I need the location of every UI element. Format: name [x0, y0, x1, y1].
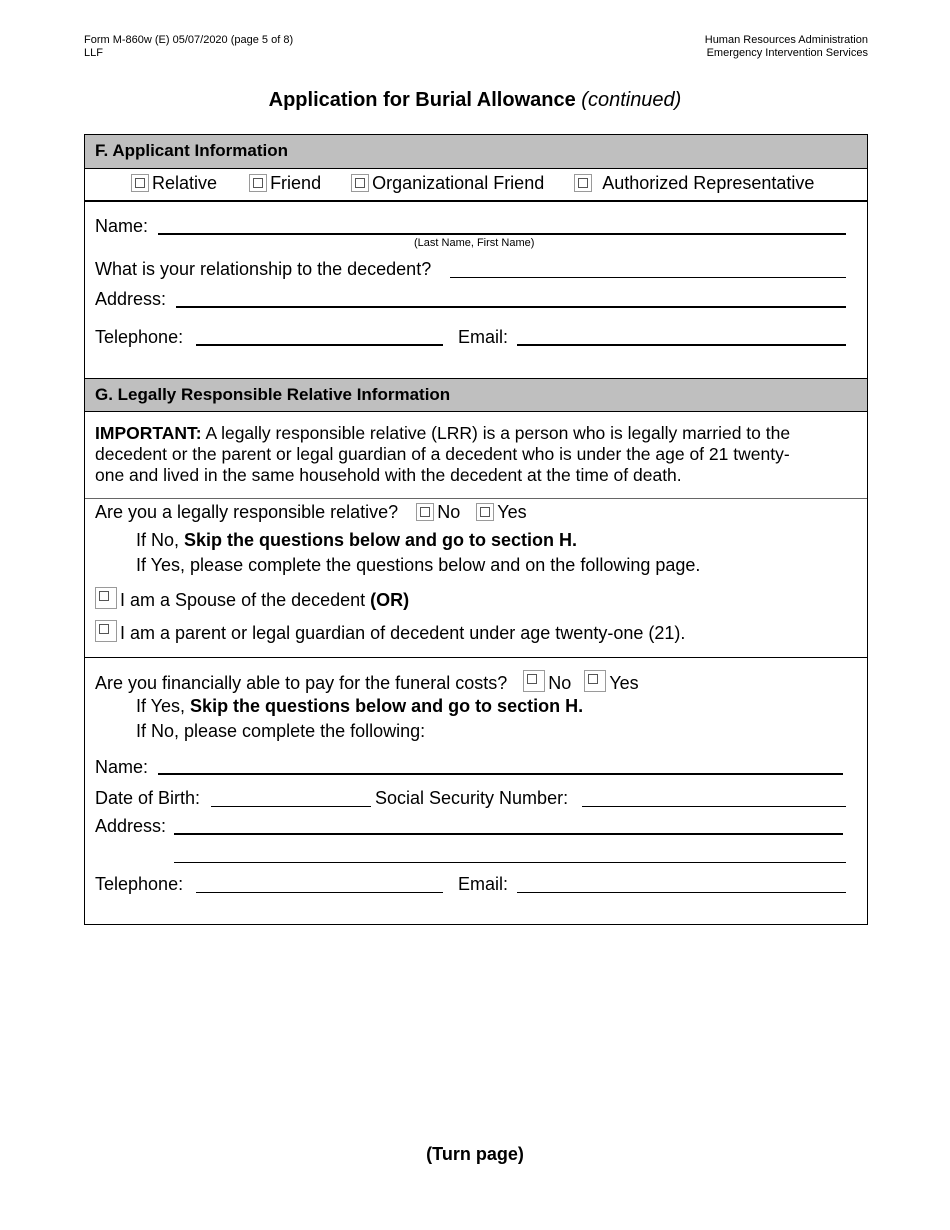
- lrr-no-checkbox[interactable]: [416, 503, 434, 521]
- parent-checkbox[interactable]: [95, 620, 117, 642]
- lrr-address-label: Address:: [95, 816, 167, 836]
- option-friend-label: Friend: [270, 173, 322, 193]
- agency-header: [705, 34, 868, 60]
- option-relative-label: Relative: [152, 173, 218, 193]
- relationship-label: What is your relationship to the decedent?: [95, 259, 432, 279]
- form-number: Form M-860w (E) 05/07/2020 (page 5 of 8): [84, 34, 294, 46]
- financial-question: Are you financially able to pay for the funeral costs?: [95, 673, 508, 693]
- parent-option[interactable]: [95, 620, 685, 644]
- divider: [85, 498, 867, 499]
- financial-yes-label: Yes: [609, 673, 639, 693]
- form-code: LLF: [84, 47, 103, 59]
- applicant-address-label: Address:: [95, 289, 167, 309]
- financial-if-yes-instruction: [136, 696, 583, 717]
- option-authorized-representative-label: Authorized Representative: [602, 173, 815, 193]
- parent-label: I am a parent or legal guardian of decedent under age twenty-one (21).: [120, 623, 686, 643]
- spouse-option[interactable]: [95, 587, 409, 611]
- lrr-ssn-label: Social Security Number:: [375, 788, 569, 808]
- applicant-address-field[interactable]: [176, 306, 846, 308]
- lrr-yes-label: Yes: [497, 502, 527, 522]
- lrr-yes-checkbox[interactable]: [476, 503, 494, 521]
- division-name: Emergency Intervention Services: [706, 47, 868, 59]
- applicant-name-field[interactable]: [158, 233, 846, 235]
- form-frame: [84, 134, 868, 925]
- important-text-3: one and lived in the same household with the decedent at the time of death.: [95, 465, 682, 485]
- applicant-name-hint: (Last Name, First Name): [414, 237, 535, 249]
- lrr-name-field[interactable]: [158, 773, 843, 775]
- lrr-telephone-label: Telephone:: [95, 874, 184, 894]
- lrr-email-field[interactable]: [517, 892, 846, 893]
- option-organizational-friend[interactable]: [351, 173, 544, 193]
- financial-no-label: No: [548, 673, 572, 693]
- financial-if-yes-bold: Skip the questions below and go to section H.: [190, 696, 584, 716]
- applicant-telephone-field[interactable]: [196, 344, 443, 346]
- page-title-main: Application for Burial Allowance: [268, 89, 576, 111]
- applicant-email-label: Email:: [458, 327, 509, 347]
- lrr-no-label: No: [437, 502, 461, 522]
- financial-if-yes-prefix: If Yes,: [136, 696, 191, 716]
- section-f-heading: [85, 135, 867, 169]
- relationship-field[interactable]: [450, 277, 846, 278]
- lrr-if-no-bold: Skip the questions below and go to section H.: [184, 530, 578, 550]
- applicant-name-label: Name:: [95, 216, 149, 236]
- important-text-1: A legally responsible relative (LRR) is a person who is legally married to the: [201, 423, 791, 443]
- lrr-question: Are you a legally responsible relative?: [95, 502, 399, 522]
- form-identifier: [84, 34, 293, 60]
- financial-question-row: [95, 670, 639, 694]
- option-friend[interactable]: [249, 173, 321, 193]
- checkbox-relative[interactable]: [131, 174, 149, 192]
- lrr-if-yes-instruction: If Yes, please complete the questions below and on the following page.: [136, 555, 701, 575]
- section-f-title: F. Applicant Information: [95, 141, 288, 160]
- lrr-ssn-field[interactable]: [582, 806, 846, 807]
- lrr-question-row: [95, 502, 527, 523]
- lrr-name-label: Name:: [95, 757, 149, 777]
- option-relative[interactable]: [131, 173, 217, 193]
- divider: [85, 657, 867, 658]
- section-g-title: G. Legally Responsible Relative Information: [95, 385, 451, 404]
- financial-if-no-instruction: If No, please complete the following:: [136, 721, 426, 741]
- financial-yes-checkbox[interactable]: [584, 670, 606, 692]
- page-title-suffix: (continued): [581, 89, 682, 111]
- lrr-email-label: Email:: [458, 874, 509, 894]
- applicant-email-field[interactable]: [517, 344, 846, 346]
- financial-no-checkbox[interactable]: [523, 670, 545, 692]
- lrr-address-line2-field[interactable]: [174, 862, 846, 863]
- lrr-dob-label: Date of Birth:: [95, 788, 201, 808]
- lrr-important-notice: [95, 423, 855, 486]
- option-authorized-representative[interactable]: [574, 173, 814, 193]
- option-organizational-friend-label: Organizational Friend: [372, 173, 545, 193]
- lrr-address-field[interactable]: [174, 833, 843, 835]
- turn-page-note: (Turn page): [426, 1144, 524, 1164]
- important-text-2: decedent or the parent or legal guardian of a decedent who is under the age of 21 twenty-: [95, 444, 790, 464]
- important-label: IMPORTANT:: [95, 423, 202, 443]
- lrr-dob-field[interactable]: [211, 806, 371, 807]
- lrr-if-no-instruction: [136, 530, 577, 551]
- spouse-checkbox[interactable]: [95, 587, 117, 609]
- spouse-or: (OR): [370, 590, 410, 610]
- applicant-telephone-label: Telephone:: [95, 327, 184, 347]
- spouse-label: I am a Spouse of the decedent: [120, 590, 371, 610]
- lrr-if-no-prefix: If No,: [136, 530, 185, 550]
- applicant-type-options: [131, 173, 814, 194]
- checkbox-organizational-friend[interactable]: [351, 174, 369, 192]
- lrr-telephone-field[interactable]: [196, 892, 443, 893]
- page-title: [0, 89, 950, 112]
- divider: [85, 200, 867, 202]
- section-g-heading: [85, 378, 867, 412]
- checkbox-friend[interactable]: [249, 174, 267, 192]
- agency-name: Human Resources Administration: [704, 34, 868, 46]
- checkbox-authorized-representative[interactable]: [574, 174, 592, 192]
